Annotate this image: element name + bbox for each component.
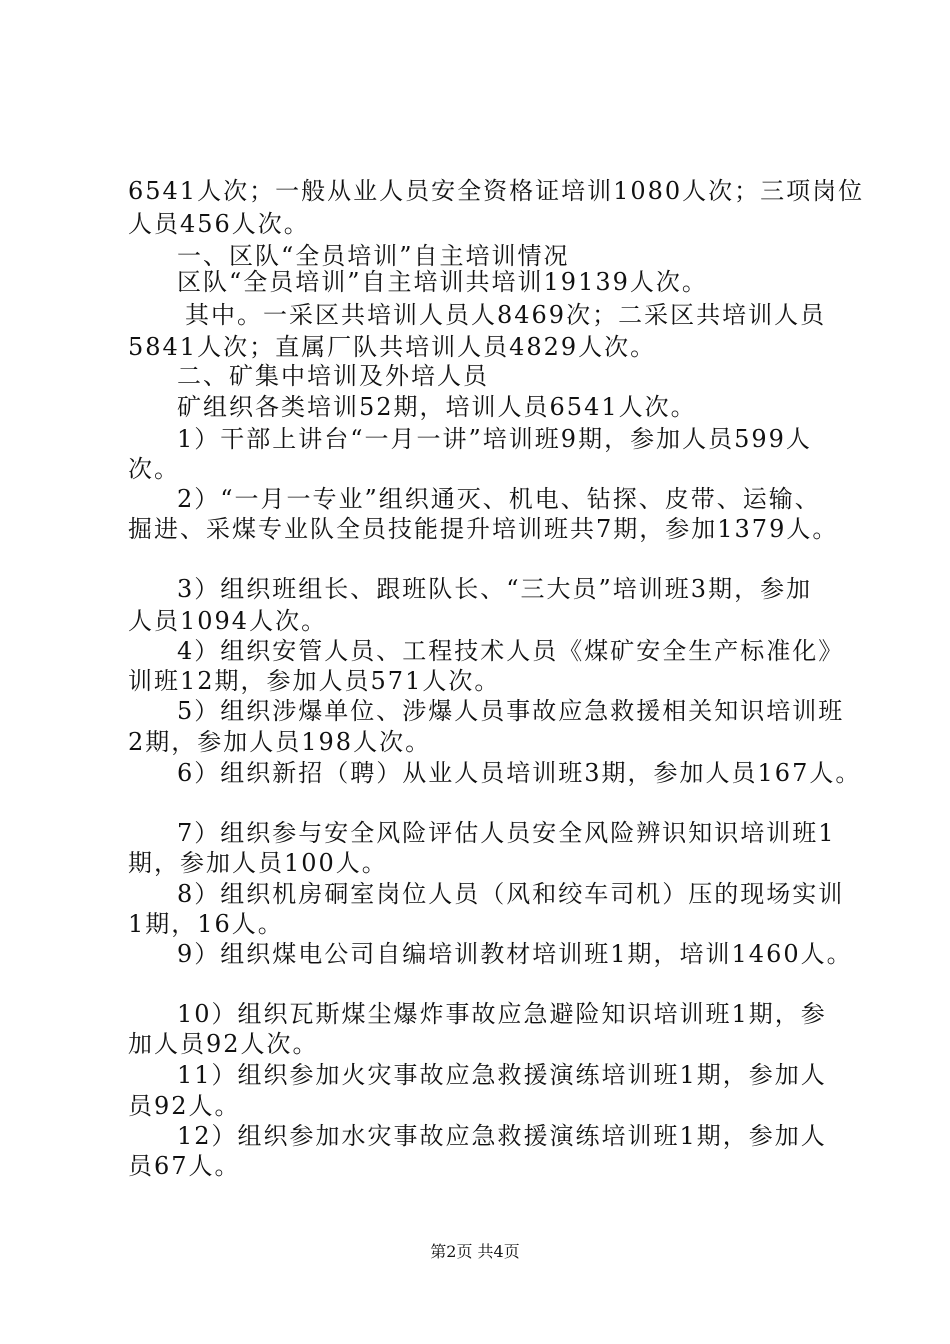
list-item: 3）组织班组长、跟班队长、“三大员”培训班3期，参加 <box>177 575 813 603</box>
list-item-continuation: 训班12期，参加人员571人次。 <box>128 667 501 695</box>
list-item-continuation: 员67人。 <box>128 1152 241 1180</box>
list-item-continuation: 次。 <box>128 455 180 483</box>
paragraph-line: 区队“全员培训”自主培训共培训19139人次。 <box>177 268 708 296</box>
list-item-continuation: 员92人。 <box>128 1092 241 1120</box>
list-item: 1）干部上讲台“一月一讲”培训班9期，参加人员599人 <box>177 425 812 453</box>
section-heading: 一、区队“全员培训”自主培训情况 <box>177 242 570 270</box>
list-item-continuation: 期，参加人员100人。 <box>128 849 388 877</box>
paragraph-line: 6541人次；一般从业人员安全资格证培训1080人次；三项岗位 <box>128 177 865 205</box>
paragraph-line: 人员456人次。 <box>128 210 310 238</box>
list-item-continuation: 掘进、采煤专业队全员技能提升培训班共7期，参加1379人。 <box>128 515 839 543</box>
paragraph-line: 其中。一采区共培训人员人8469次；二采区共培训人员 <box>185 301 827 329</box>
list-item-continuation: 2期，参加人员198人次。 <box>128 728 432 756</box>
list-item: 12）组织参加水灾事故应急救援演练培训班1期，参加人 <box>177 1122 827 1150</box>
list-item: 10）组织瓦斯煤尘爆炸事故应急避险知识培训班1期，参 <box>177 1000 827 1028</box>
list-item: 2）“一月一专业”组织通灭、机电、钻探、皮带、运输、 <box>177 485 821 513</box>
list-item: 9）组织煤电公司自编培训教材培训班1期，培训1460人。 <box>177 940 853 968</box>
list-item: 6）组织新招（聘）从业人员培训班3期，参加人员167人。 <box>177 759 862 787</box>
section-heading: 二、矿集中培训及外培人员 <box>177 362 489 390</box>
list-item: 5）组织涉爆单位、涉爆人员事故应急救援相关知识培训班 <box>177 697 845 725</box>
list-item: 8）组织机房硐室岗位人员（风和绞车司机）压的现场实训 <box>177 880 845 908</box>
list-item: 7）组织参与安全风险评估人员安全风险辨识知识培训班1 <box>177 819 836 847</box>
paragraph-line: 5841人次；直属厂队共培训人员4829人次。 <box>128 333 657 361</box>
list-item-continuation: 加人员92人次。 <box>128 1030 319 1058</box>
list-item-continuation: 人员1094人次。 <box>128 607 328 635</box>
paragraph-line: 矿组织各类培训52期，培训人员6541人次。 <box>177 393 697 421</box>
list-item: 4）组织安管人员、工程技术人员《煤矿安全生产标准化》 <box>177 637 845 665</box>
page-number-footer: 第2页 共4页 <box>430 1242 520 1261</box>
list-item-continuation: 1期，16人。 <box>128 910 284 938</box>
list-item: 11）组织参加火灾事故应急救援演练培训班1期，参加人 <box>177 1061 827 1089</box>
